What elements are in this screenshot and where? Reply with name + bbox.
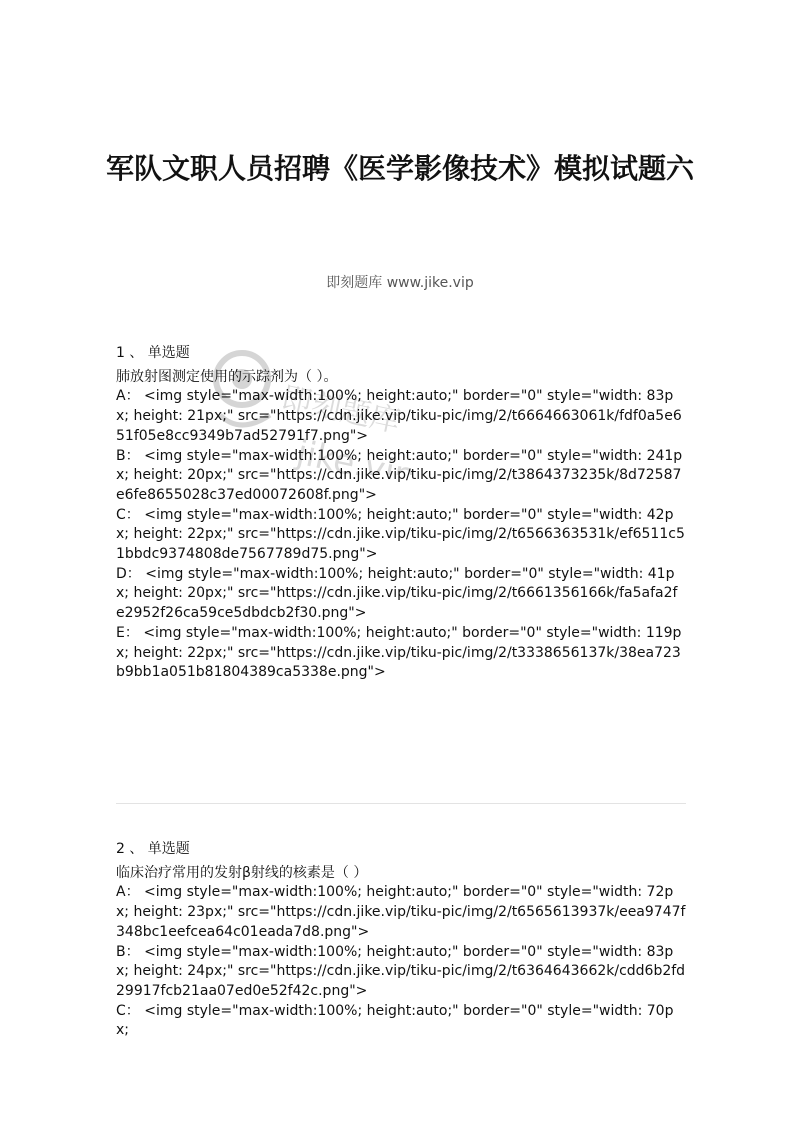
option-c: [116, 1002, 686, 1041]
option-label: A：: [116, 388, 140, 405]
option-label: A：: [116, 884, 140, 901]
option-label: D：: [116, 565, 141, 582]
option-b: [116, 447, 686, 506]
option-label: C：: [116, 506, 140, 523]
option-label: B：: [116, 943, 140, 960]
option-text: <img style="max-width:100%; height:auto;" border="0" style="width: 41px; height: 20px;" src="https://cdn.jike.vip/tiku-pic/img/2/t6661356166k/fa5afa2fe2952f26ca59ce5dbdcb2f30.png">: [116, 565, 678, 622]
option-text: <img style="max-width:100%; height:auto;" border="0" style="width: 119px; height: 22px;" src="https://cdn.jike.vip/tiku-pic/img/2/t3338656137k/38ea723b9bb1a051b81804389ca5338e.png">: [116, 624, 682, 681]
watermark-text-cn: 即刻题库: [278, 380, 403, 440]
question-number: 1 、 单选题: [116, 345, 190, 361]
option-a: [116, 883, 686, 942]
option-d: [116, 565, 686, 624]
question-number: 2 、 单选题: [116, 841, 190, 857]
question-1: [116, 344, 686, 683]
option-text: <img style="max-width:100%; height:auto;" border="0" style="width: 83px; height: 21px;" src="https://cdn.jike.vip/tiku-pic/img/2/t6664663061k/fdf0a5e651f05e8cc9349b7ad52791f7.png">: [116, 388, 682, 444]
question-2: [116, 840, 686, 1041]
option-a: [116, 387, 686, 446]
option-label: B：: [116, 447, 140, 464]
option-text: <img style="max-width:100%; height:auto;" border="0" style="width: 83px; height: 24px;" src="https://cdn.jike.vip/tiku-pic/img/2/t6364643662k/cdd6b2fd29917fcb21aa07ed0e52f42c.png">: [116, 943, 686, 999]
question-stem: 临床治疗常用的发射β射线的核素是（ ）: [116, 864, 368, 881]
option-e: [116, 624, 686, 683]
question-divider: [116, 803, 686, 804]
option-text: <img style="max-width:100%; height:auto;" border="0" style="width: 42px; height: 22px;" src="https://cdn.jike.vip/tiku-pic/img/2/t6566363531k/ef6511c51bbdc9374808de7567789d75.png">: [116, 506, 685, 563]
option-label: C：: [116, 1002, 140, 1019]
source-line: 即刻题库 www.jike.vip: [326, 275, 474, 291]
option-label: E：: [116, 624, 139, 641]
document-title: 军队文职人员招聘《医学影像技术》模拟试题六: [105, 152, 694, 185]
question-stem: 肺放射图测定使用的示踪剂为（ ）。: [116, 368, 338, 385]
option-b: [116, 943, 686, 1002]
option-text: <img style="max-width:100%; height:auto;" border="0" style="width: 72px; height: 23px;" src="https://cdn.jike.vip/tiku-pic/img/2/t6565613937k/eea9747f348bc1eefcea64c01eada7d8.png">: [116, 884, 686, 940]
option-text: <img style="max-width:100%; height:auto;" border="0" style="width: 70px;: [116, 1002, 674, 1039]
option-c: [116, 506, 686, 565]
watermark-text-en: jike.vip: [293, 432, 420, 475]
option-text: <img style="max-width:100%; height:auto;" border="0" style="width: 241px; height: 20px;" src="https://cdn.jike.vip/tiku-pic/img/2/t3864373235k/8d72587e6fe8655028c37ed00072608f.png">: [116, 447, 683, 503]
